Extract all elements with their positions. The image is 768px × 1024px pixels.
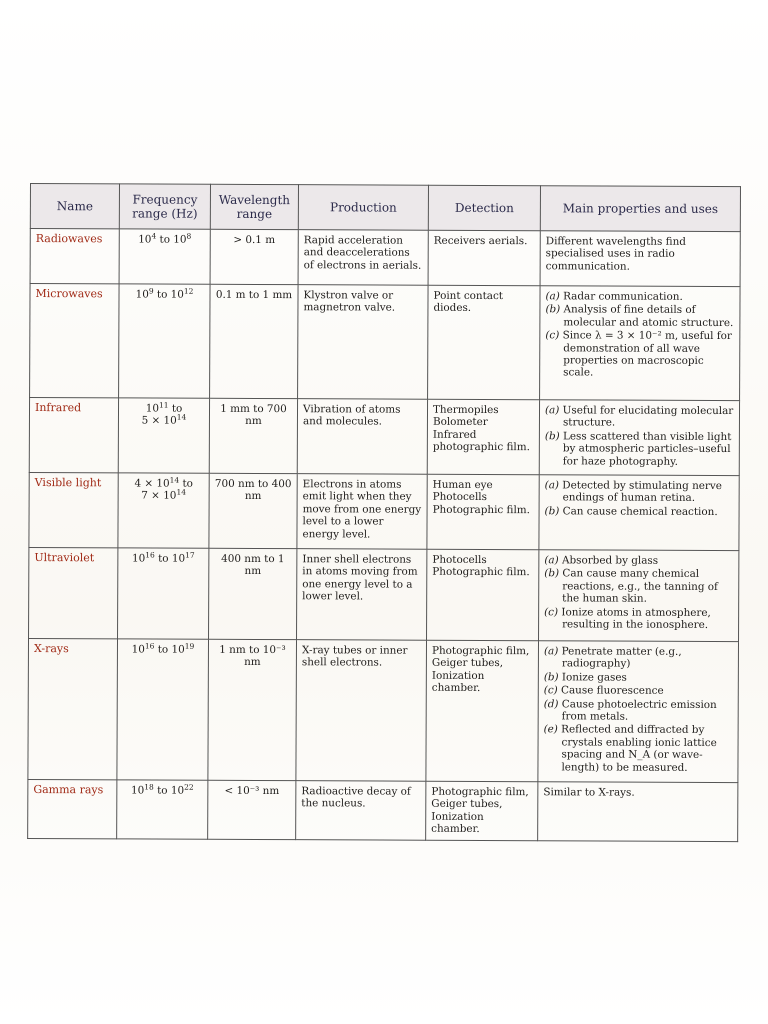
- cell-name: Radiowaves: [30, 229, 119, 284]
- cell-detection: Thermopiles Bolometer Infrared photographic film.: [427, 399, 539, 474]
- cell-properties: [539, 550, 739, 642]
- cell-production: X-ray tubes or inner shell electrons.: [296, 640, 427, 782]
- table-row: [29, 398, 739, 476]
- cell-wavelength: 1 nm to 10⁻³ nm: [208, 639, 297, 780]
- cell-name: X-rays: [28, 638, 118, 779]
- table-row: [29, 472, 739, 550]
- header-properties: Main properties and uses: [540, 186, 740, 232]
- cell-production: Klystron valve or magnetron valve.: [298, 285, 428, 400]
- cell-properties: [538, 641, 739, 783]
- cell-detection: Photocells Photographic film.: [427, 549, 539, 640]
- cell-frequency: $4 \times 10^{14}$ to $7 \times 10^{14}$: [118, 473, 209, 548]
- cell-frequency: $10^9$ to $10^{12}$: [119, 284, 210, 398]
- header-name: Name: [30, 184, 119, 229]
- cell-properties: [539, 400, 739, 476]
- table-row: [30, 229, 740, 287]
- table-row: [28, 779, 738, 841]
- property-item: (b) Less scattered than visible light by atmospheric particles–useful for haze photography.: [544, 430, 732, 468]
- cell-wavelength: 0.1 m to 1 mm: [210, 284, 298, 398]
- cell-name: Gamma rays: [28, 779, 117, 838]
- cell-wavelength: 400 nm to 1 nm: [209, 548, 297, 639]
- cell-production: Vibration of atoms and molecules.: [297, 399, 427, 475]
- header-frequency: Frequency range (Hz): [119, 184, 210, 229]
- cell-frequency: $10^{11}$ to $5 \times 10^{14}$: [118, 398, 209, 473]
- cell-detection: Receivers aerials.: [428, 230, 540, 285]
- property-item: (a) Useful for elucidating molecular structure.: [544, 404, 734, 429]
- property-item: (d) Cause photoelectric emission from metals.: [543, 697, 717, 723]
- cell-detection: Photographic film, Geiger tubes, Ionization chamber.: [426, 640, 539, 781]
- property-item: (a) Penetrate matter (e.g., radiography): [543, 645, 682, 671]
- table-row: [29, 547, 739, 641]
- cell-name: Microwaves: [30, 284, 119, 398]
- cell-frequency: $10^4$ to $10^8$: [119, 229, 210, 284]
- property-item: (c) Since λ = 3 × 10⁻² m, useful for demonstration of all wave properties on macroscopic scale.: [545, 329, 732, 379]
- header-row: [30, 184, 740, 232]
- table-row: [30, 284, 740, 401]
- property-item: (b) Analysis of fine details of molecular and atomic structure.: [545, 303, 734, 329]
- table-container: [27, 183, 740, 842]
- cell-production: Rapid acceleration and deaccelerations of electrons in aerials.: [298, 230, 428, 286]
- cell-name: Visible light: [29, 472, 118, 547]
- property-item: (a) Absorbed by glass: [544, 554, 659, 567]
- property-item: (a) Radar communication.: [545, 290, 683, 303]
- cell-properties: Similar to X-rays.: [538, 782, 738, 841]
- property-item: (a) Detected by stimulating nerve endings of human retina.: [544, 479, 722, 505]
- property-item: (c) Ionize atoms in atmosphere, resulting in the ionosphere.: [544, 605, 711, 631]
- cell-production: Inner shell electrons in atoms moving from one energy level to a lower level.: [297, 549, 427, 641]
- cell-name: Ultraviolet: [29, 547, 118, 638]
- header-detection: Detection: [428, 185, 540, 230]
- cell-wavelength: > 0.1 m: [210, 229, 298, 284]
- cell-name: Infrared: [29, 398, 118, 473]
- cell-detection: Photographic film, Geiger tubes, Ionization chamber.: [426, 781, 538, 840]
- property-item: (b) Can cause chemical reaction.: [544, 505, 718, 518]
- cell-wavelength: 1 mm to 700 nm: [209, 398, 297, 473]
- cell-properties: [539, 475, 739, 551]
- header-production: Production: [298, 185, 428, 231]
- property-item: (b) Ionize gases: [543, 671, 627, 684]
- cell-properties: [540, 286, 740, 401]
- cell-frequency: $10^{16}$ to $10^{19}$: [117, 639, 209, 780]
- cell-frequency: $10^{18}$ to $10^{22}$: [117, 780, 208, 839]
- cell-production: Electrons in atoms emit light when they move from one energy level to a lower energy level.: [297, 474, 427, 550]
- property-item: (e) Reflected and diffracted by crystals enabling ionic lattice spacing and N_A (or wave-length) to be measured.: [543, 723, 717, 774]
- property-item: (c) Cause fluorescence: [543, 684, 664, 697]
- property-item: (b) Can cause many chemical reactions, e.g., the tanning of the human skin.: [544, 567, 718, 605]
- cell-frequency: $10^{16}$ to $10^{17}$: [118, 548, 209, 639]
- cell-properties: Different wavelengths find specialised uses in radio communication.: [540, 231, 740, 287]
- em-spectrum-table: [27, 183, 741, 842]
- cell-production: Radioactive decay of the nucleus.: [296, 781, 426, 840]
- header-wavelength: Wavelength range: [210, 184, 298, 229]
- cell-wavelength: < 10⁻³ nm: [208, 780, 296, 839]
- cell-wavelength: 700 nm to 400 nm: [209, 473, 297, 548]
- table-row: [28, 638, 739, 782]
- cell-detection: Point contact diodes.: [428, 285, 540, 399]
- cell-detection: Human eye Photocells Photographic film.: [427, 474, 539, 549]
